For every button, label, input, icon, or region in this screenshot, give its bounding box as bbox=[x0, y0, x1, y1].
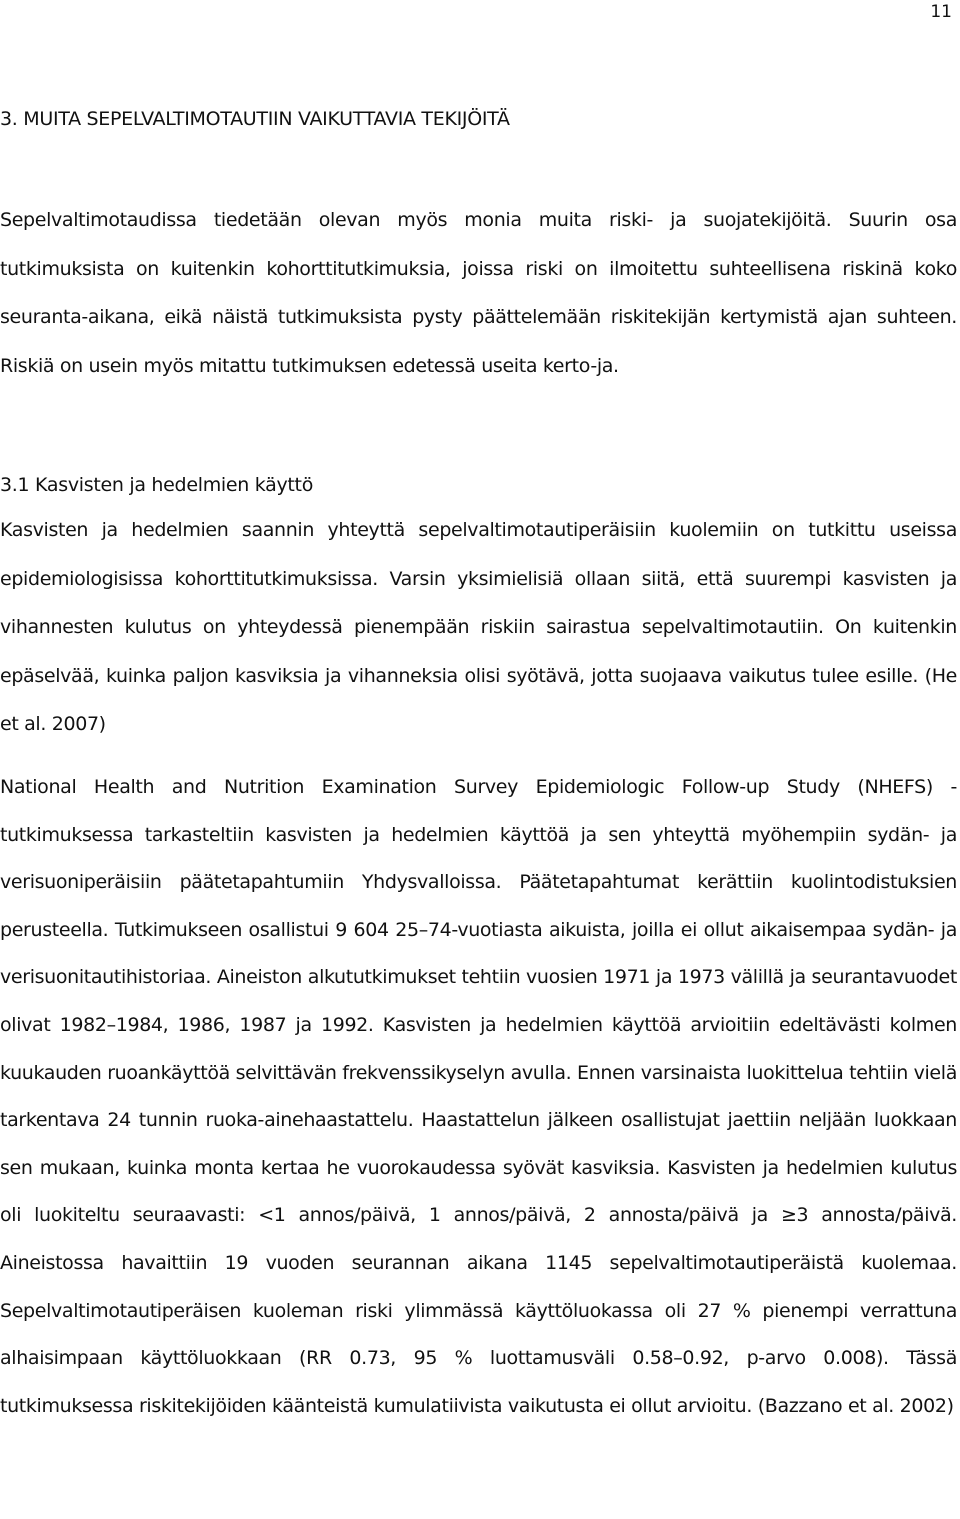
section-heading: 3. MUITA SEPELVALTIMOTAUTIIN VAIKUTTAVIA TEKIJÖITÄ bbox=[0, 108, 510, 130]
body-paragraph-nhefs: National Health and Nutrition Examination Survey Epidemiologic Follow-up Study (NHEFS) -tutkimuksessa tarkasteltiin kasvisten ja hedelmien käyttöä ja sen yhteyttä myöhempiin sydän- ja verisuoniperäisiin päätetapahtumiin Yhdysvalloissa. Päätetapahtumat kerättiin kuolintodistuksien perusteella. Tutkimukseen osallistui 9 604 25–74-vuotiasta aikuista, joilla ei ollut aikaisempaa sydän- ja verisuonitautihistoriaa. Aineiston alkututkimukset tehtiin vuosien 1971 ja 1973 välillä ja seurantavuodet olivat 1982–1984, 1986, 1987 ja 1992. Kasvisten ja hedelmien käyttöä arvioitiin edeltävästi kolmen kuukauden ruoankäyttöä selvittävän frekvenssikyselyn avulla. Ennen varsinaista luokittelua tehtiin vielä tarkentava 24 tunnin ruoka-ainehaastattelu. Haastattelun jälkeen osallistujat jaettiin neljään luokkaan sen mukaan, kuinka monta kertaa he vuorokaudessa syövät kasviksia. Kasvisten ja hedelmien kulutus oli luokiteltu seuraavasti: <1 annos/päivä, 1 annos/päivä, 2 annosta/päivä ja ≥3 annosta/päivä. Aineistossa havaittiin 19 vuoden seurannan aikana 1145 sepelvaltimotautiperäistä kuolemaa. Sepelvaltimotautiperäisen kuoleman riski ylimmässä käyttöluokassa oli 27 % pienempi verrattuna alhaisimpaan käyttöluokkaan (RR 0.73, 95 % luottamusväli 0.58–0.92, p-arvo 0.008). Tässä tutkimuksessa riskitekijöiden käänteistä kumulatiivista vaikutusta ei ollut arvioitu. (Bazzano et al. 2002) bbox=[0, 776, 957, 1417]
page-number: 11 bbox=[930, 2, 952, 22]
intro-paragraph: Sepelvaltimotaudissa tiedetään olevan myös monia muita riski- ja suojatekijöitä. Suurin osa tutkimuksista on kuitenkin kohorttitutkimuksia, joissa riski on ilmoitettu suhteellisena riskinä koko seuranta-aikana, eikä näistä tutkimuksista pysty päättelemään riskitekijän kertymistä ajan suhteen. Riskiä on usein myös mitattu tutkimuksen edetessä useita kerto-ja. bbox=[0, 209, 957, 377]
subsection-heading: 3.1 Kasvisten ja hedelmien käyttö bbox=[0, 474, 314, 496]
body-paragraph-vegetables: Kasvisten ja hedelmien saannin yhteyttä sepelvaltimotautiperäisiin kuolemiin on tutkittu useissa epidemiologisissa kohorttitutkimuksissa. Varsin yksimielisiä ollaan siitä, että suurempi kasvisten ja vihannesten kulutus on yhteydessä pienempään riskiin sairastua sepelvaltimotautiin. On kuitenkin epäselvää, kuinka paljon kasviksia ja vihanneksia olisi syötävä, jotta suojaava vaikutus tulee esille. (He et al. 2007) bbox=[0, 519, 957, 736]
